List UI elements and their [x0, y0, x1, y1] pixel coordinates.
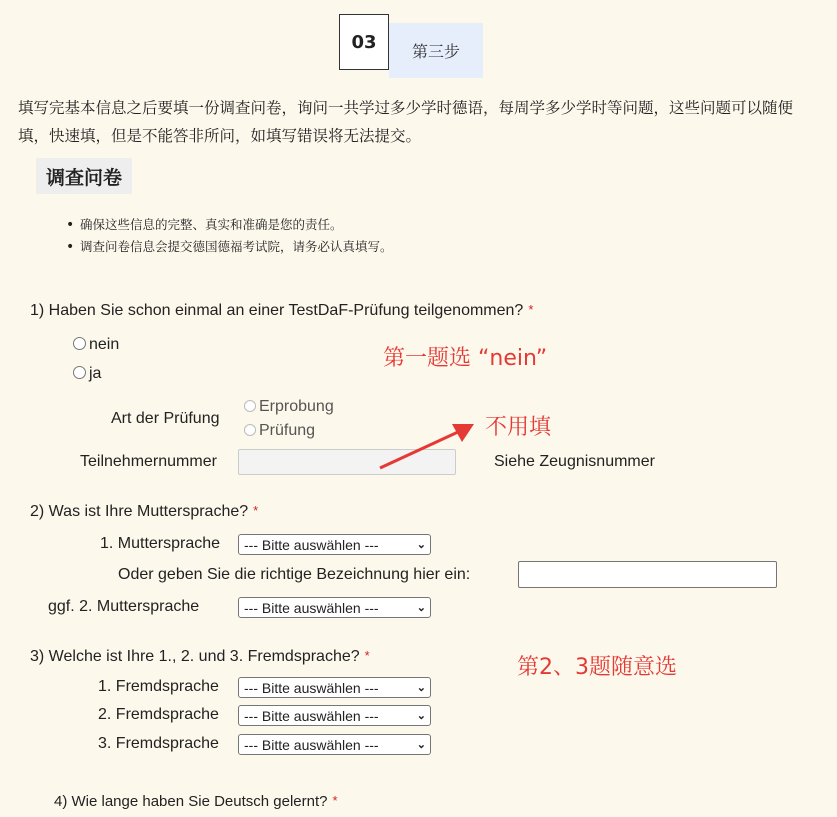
fremdsprache-2-label: 2. Fremdsprache	[98, 706, 219, 723]
note-item: • 调查问卷信息会提交德国德福考试院，请务必认真填写。	[66, 236, 393, 258]
fremdsprache-3-select[interactable]: --- Bitte auswählen --- ⌄	[238, 734, 431, 755]
art-option-erprobung[interactable]: Erprobung	[244, 398, 334, 416]
other-language-label: Oder geben Sie die richtige Bezeichnung hier ein:	[118, 566, 471, 583]
art-option-pruefung[interactable]: Prüfung	[244, 422, 315, 440]
chevron-down-icon: ⌄	[416, 739, 426, 751]
chevron-down-icon: ⌄	[416, 710, 426, 722]
required-mark: *	[364, 648, 370, 663]
required-mark: *	[332, 793, 338, 808]
muttersprache-2-select[interactable]: --- Bitte auswählen --- ⌄	[238, 597, 431, 618]
annotation-no-fill: 不用填	[485, 415, 552, 440]
notes-list	[66, 214, 393, 258]
muttersprache-2-label: ggf. 2. Muttersprache	[48, 598, 200, 615]
intro-paragraph: 填写完基本信息之后要填一份调查问卷，询问一共学过多少学时德语，每周学多少学时等问题，这些问题可以随便填，快速填，但是不能答非所问，如填写错误将无法提交。	[18, 99, 794, 145]
note-item: • 确保这些信息的完整、真实和准确是您的责任。	[66, 214, 393, 236]
step-number-box	[339, 14, 389, 70]
required-mark: *	[528, 302, 534, 317]
radio-erprobung[interactable]	[244, 400, 256, 412]
teilnehmernummer-label: Teilnehmernummer	[80, 453, 217, 470]
muttersprache-1-select[interactable]: --- Bitte auswählen --- ⌄	[238, 534, 431, 555]
red-arrow-icon	[374, 418, 480, 474]
fremdsprache-3-label: 3. Fremdsprache	[98, 735, 219, 752]
radio-ja[interactable]	[73, 366, 86, 379]
chevron-down-icon: ⌄	[416, 682, 426, 694]
q2-question: 2) Was ist Ihre Muttersprache? *	[30, 503, 259, 520]
fremdsprache-2-select[interactable]: --- Bitte auswählen --- ⌄	[238, 705, 431, 726]
required-mark: *	[253, 503, 259, 518]
art-der-pruefung-label: Art der Prüfung	[111, 410, 220, 427]
q3-question: 3) Welche ist Ihre 1., 2. und 3. Fremdsprache? *	[30, 648, 370, 665]
q1-option-nein[interactable]: nein	[73, 336, 119, 354]
other-language-input[interactable]	[518, 561, 777, 588]
radio-pruefung[interactable]	[244, 424, 256, 436]
fremdsprache-1-select[interactable]: --- Bitte auswählen --- ⌄	[238, 677, 431, 698]
radio-nein[interactable]	[73, 337, 86, 350]
fremdsprache-1-label: 1. Fremdsprache	[98, 678, 219, 695]
chevron-down-icon: ⌄	[416, 602, 426, 614]
chevron-down-icon: ⌄	[416, 539, 426, 551]
q4-question: 4) Wie lange haben Sie Deutsch gelernt? *	[54, 793, 338, 810]
step-label: 第三步	[389, 23, 483, 78]
annotation-q23-hint: 第2、3题随意选	[517, 655, 677, 680]
q1-question: 1) Haben Sie schon einmal an einer TestDaF-Prüfung teilgenommen? *	[30, 302, 534, 319]
muttersprache-1-label: 1. Muttersprache	[100, 535, 221, 552]
section-title: 调查问卷	[36, 158, 132, 194]
annotation-q1-hint: 第一题选 “nein”	[383, 346, 548, 371]
teilnehmernummer-hint: Siehe Zeugnisnummer	[494, 453, 655, 470]
step-number: 03	[351, 31, 377, 53]
q1-option-ja[interactable]: ja	[73, 365, 101, 383]
